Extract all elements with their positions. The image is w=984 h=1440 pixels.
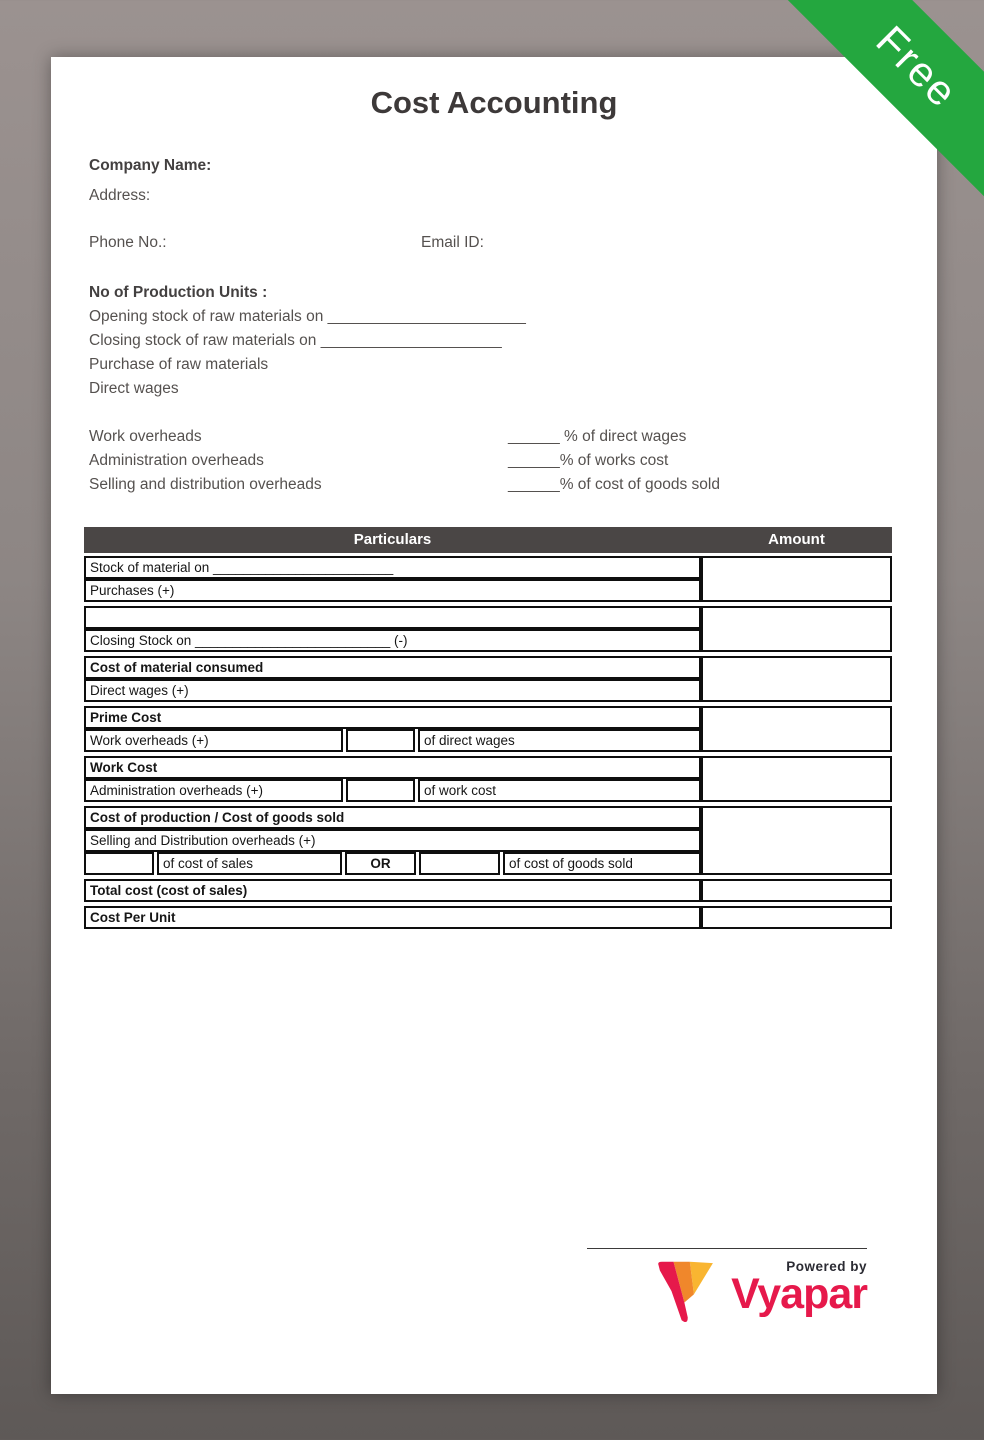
production-section [89, 281, 526, 401]
table-group [84, 556, 892, 602]
table-row: Stock of material on ________________________ [84, 556, 701, 579]
overhead-row [89, 473, 869, 497]
blank-cell [419, 852, 500, 875]
amount-box [701, 879, 892, 902]
amount-box [701, 806, 892, 875]
overhead-label: Work overheads [89, 428, 202, 445]
table-split-row [84, 729, 701, 752]
vyapar-triangle-icon [647, 1259, 719, 1327]
percent-blank-cell [346, 779, 415, 802]
or-left-cell: of cost of sales [157, 852, 342, 875]
table-group [84, 906, 892, 929]
footer-divider [587, 1248, 867, 1249]
opening-stock-line: Opening stock of raw materials on _______________________ [89, 308, 526, 325]
overhead-label: Selling and distribution overheads [89, 476, 322, 493]
particulars-header: Particulars [353, 531, 432, 548]
overhead-row [89, 425, 869, 449]
amount-box [701, 906, 892, 929]
overhead-row [89, 449, 869, 473]
table-row: Work Cost [84, 756, 701, 779]
table-row-blank [84, 606, 701, 629]
email-label: Email ID: [421, 234, 484, 251]
table-group [84, 879, 892, 902]
overhead-value: ______% of works cost [508, 452, 669, 469]
overhead-value: ______ % of direct wages [508, 428, 687, 445]
split-suffix-cell: of work cost [418, 779, 701, 802]
table-group [84, 606, 892, 652]
vyapar-logo [587, 1259, 867, 1327]
overhead-label: Administration overheads [89, 452, 264, 469]
amount-box [701, 656, 892, 702]
table-row: Purchases (+) [84, 579, 701, 602]
page-title: Cost Accounting [370, 85, 618, 120]
table-row: Cost of production / Cost of goods sold [84, 806, 701, 829]
powered-by-text: Powered by [786, 1259, 867, 1274]
phone-label: Phone No.: [89, 234, 167, 251]
table-group [84, 806, 892, 875]
or-right-cell: of cost of goods sold [503, 852, 701, 875]
amount-box [701, 606, 892, 652]
table-group [84, 756, 892, 802]
split-label-cell: Administration overheads (+) [84, 779, 343, 802]
table-or-row [84, 852, 701, 875]
amount-box [701, 756, 892, 802]
direct-wages-line: Direct wages [89, 380, 179, 397]
split-label-cell: Work overheads (+) [84, 729, 343, 752]
amount-box [701, 706, 892, 752]
blank-cell [84, 852, 154, 875]
brand-name: Vyapar [731, 1270, 867, 1318]
table-body [84, 556, 892, 929]
overhead-value: ______% of cost of goods sold [508, 476, 720, 493]
purchase-line: Purchase of raw materials [89, 356, 269, 373]
table-row: Cost Per Unit [84, 906, 701, 929]
address-label: Address: [89, 187, 151, 204]
amount-box [701, 556, 892, 602]
table-header [84, 527, 892, 553]
table-group [84, 656, 892, 702]
table-group [84, 706, 892, 752]
free-ribbon-label: Free [867, 16, 968, 117]
cost-table [84, 527, 892, 933]
table-row: Total cost (cost of sales) [84, 879, 701, 902]
split-suffix-cell: of direct wages [418, 729, 701, 752]
amount-header: Amount [768, 531, 825, 548]
table-row: Selling and Distribution overheads (+) [84, 829, 701, 852]
table-split-row [84, 779, 701, 802]
table-row: Prime Cost [84, 706, 701, 729]
or-cell: OR [345, 852, 416, 875]
table-row: Direct wages (+) [84, 679, 701, 702]
company-name-label: Company Name: [89, 157, 212, 174]
production-heading: No of Production Units : [89, 284, 268, 301]
percent-blank-cell [346, 729, 415, 752]
closing-stock-line: Closing stock of raw materials on _____________________ [89, 332, 502, 349]
table-row: Closing Stock on __________________________ (-) [84, 629, 701, 652]
table-row: Cost of material consumed [84, 656, 701, 679]
overheads-section [89, 425, 869, 497]
document-page [51, 57, 937, 1394]
